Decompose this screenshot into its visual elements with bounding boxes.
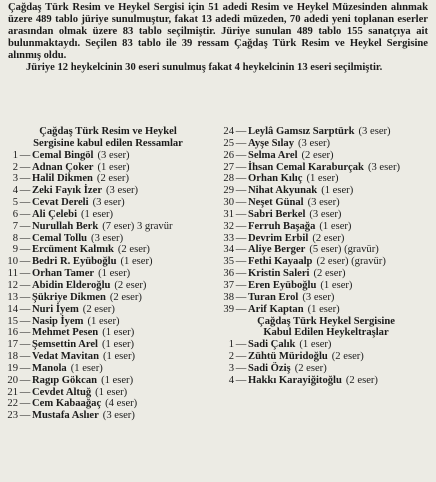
item-number: 17 (7, 339, 18, 351)
item-dash: — (19, 339, 31, 351)
item-number: 1 (12, 149, 18, 161)
artist-name: Ferruh Başağa (248, 220, 316, 232)
work-count: (1 eser) (70, 362, 103, 374)
item-number: 2 (12, 161, 18, 173)
item-number: 27 (223, 161, 234, 173)
item-dash: — (19, 256, 31, 268)
artist-name: Sadi Çalık (248, 339, 296, 351)
item-number: 29 (223, 185, 234, 197)
item-dash: — (19, 327, 31, 339)
item-dash: — (235, 161, 247, 173)
artist-name: Cemal Tollu (32, 232, 88, 244)
work-count: (3 eser) (307, 197, 340, 209)
artist-name: Mustafa Aslıer (32, 410, 99, 422)
work-count: (2 eser) (117, 244, 150, 256)
work-count: (1 eser) (103, 351, 136, 363)
item-number: 22 (7, 398, 18, 410)
work-count: (7 eser) 3 gravür (102, 220, 173, 232)
item-number: 2 (228, 351, 234, 363)
artist-name: Şükriye Dikmen (32, 291, 106, 303)
artist-name: Nihat Akyunak (248, 185, 318, 197)
artist-name: Leylâ Gamsız Sarptürk (248, 126, 355, 137)
artist-name: Selma Arel (248, 149, 298, 161)
item-number: 24 (223, 126, 234, 137)
list-item (4, 387, 212, 399)
intro-paragraph-2: Jüriye 12 heykelcinin 30 eseri sunulmuş fakat 4 heykelcinin 13 eseri seçilmiştir. (26, 62, 383, 74)
item-dash: — (235, 197, 247, 209)
item-dash: — (19, 386, 31, 398)
item-dash: — (19, 173, 31, 185)
artist-name: Fethi Kayaalp (248, 256, 313, 268)
item-number: 6 (12, 208, 18, 220)
work-count: (2 eser) (313, 268, 346, 280)
item-dash: — (19, 398, 31, 410)
artist-name: Mehmet Pesen (32, 327, 99, 339)
item-number: 35 (223, 256, 234, 268)
artist-name: Ali Çelebi (32, 208, 78, 220)
artist-name: Ayşe Sılay (248, 137, 295, 149)
work-count: (1 eser) (306, 173, 339, 185)
artist-name: Turan Erol (248, 291, 299, 303)
work-count: (3 eser) (106, 185, 139, 197)
artist-name: Nurullah Berk (32, 220, 99, 232)
item-number: 4 (12, 185, 18, 197)
work-count: (1 eser) (319, 220, 352, 232)
item-number: 11 (7, 268, 18, 280)
artist-name: Vedat Mavitan (32, 351, 99, 363)
work-count: (1 eser) (97, 161, 130, 173)
list-item (220, 221, 432, 233)
artist-name: Adnan Çoker (32, 161, 94, 173)
item-number: 36 (223, 268, 234, 280)
item-dash: — (235, 362, 247, 374)
item-number: 39 (223, 303, 234, 315)
work-count: (1 eser) (81, 208, 114, 220)
list-item (4, 363, 212, 375)
artist-name: Ragıp Gökcan (32, 374, 98, 386)
artist-name: Aliye Berger (248, 244, 306, 256)
list-item (220, 304, 432, 316)
item-number: 26 (223, 149, 234, 161)
artist-name: Halil Dikmen (32, 173, 93, 185)
item-dash: — (235, 149, 247, 161)
artist-name: Kristin Saleri (248, 268, 310, 280)
item-dash: — (235, 279, 247, 291)
list-item (220, 173, 432, 185)
sculptors-heading: Çağdaş Türk Heykel Sergisine Kabul Edilen Heykeltraşlar (257, 315, 395, 339)
artist-name: Hakkı Karayiğitoğlu (248, 374, 342, 386)
work-count: (3 eser) (91, 232, 124, 244)
item-number: 25 (223, 137, 234, 149)
list-item (220, 197, 432, 209)
work-count: (2 eser) (294, 362, 327, 374)
item-number: 10 (7, 256, 18, 268)
work-count: (2 eser) (96, 173, 129, 185)
item-number: 23 (7, 410, 18, 422)
artist-name: Sadi Öziş (248, 362, 291, 374)
work-count: (2 eser) (gravür) (316, 256, 386, 268)
item-number: 33 (223, 232, 234, 244)
artist-name: Cemal Bingöl (32, 149, 94, 161)
artist-name: Abidin Elderoğlu (32, 279, 111, 291)
artist-name: Manola (32, 362, 67, 374)
list-item (220, 375, 432, 387)
work-count: (3 eser) (358, 126, 391, 137)
item-number: 20 (7, 374, 18, 386)
item-dash: — (19, 362, 31, 374)
work-count: (2 eser) (114, 279, 147, 291)
work-count: (3 eser) (298, 137, 331, 149)
artist-name: Ercüment Kalmık (32, 244, 114, 256)
list-item (4, 268, 212, 280)
item-number: 18 (7, 351, 18, 363)
list-item (220, 256, 432, 268)
item-dash: — (19, 220, 31, 232)
item-number: 13 (7, 291, 18, 303)
item-number: 14 (7, 303, 18, 315)
item-number: 28 (223, 173, 234, 185)
artist-name: Eren Eyüboğlu (248, 279, 317, 291)
list-item (4, 351, 212, 363)
item-number: 19 (7, 362, 18, 374)
list-item (4, 173, 212, 185)
item-dash: — (19, 291, 31, 303)
item-number: 37 (223, 279, 234, 291)
work-count: (3 eser) (97, 149, 130, 161)
work-count: (5 eser) (gravür) (309, 244, 379, 256)
artist-name: Devrim Erbil (248, 232, 309, 244)
item-dash: — (235, 291, 247, 303)
intro-paragraph-1: Çağdaş Türk Resim ve Heykel Sergisi için 51 adedi Resim ve Heykel Müzesinden alınmak üzere 489 tablo jüriye sunulmuştur, fakat 13 adedi müzeden, 70 adedi yeni toplanan eserler arasından olmak üzere 83 tablo seçilmiştir. Jüriye sunulan 489 tablo 155 sanatçıya ait bulunmaktaydı. Seçilen 83 tablo ile 39 ressam Çağdaş Türk Resim ve Heykel Sergisine alınmış oldu. (8, 2, 428, 62)
item-number: 21 (7, 386, 18, 398)
item-dash: — (235, 374, 247, 386)
list-item (4, 256, 212, 268)
painters-heading: Çağdaş Türk Resim ve Heykel Sergisine kabul edilen Ressamlar (33, 126, 183, 149)
item-number: 8 (12, 232, 18, 244)
work-count: (2 eser) (331, 351, 364, 363)
work-count: (1 eser) (87, 315, 120, 327)
list-item (4, 316, 212, 328)
item-number: 7 (12, 220, 18, 232)
sculptors-list (220, 339, 432, 386)
item-dash: — (19, 197, 31, 209)
item-number: 30 (223, 197, 234, 209)
list-item (220, 185, 432, 197)
artist-name: Bedri R. Eyüboğlu (32, 256, 117, 268)
artist-name: Zeki Fayık İzer (32, 185, 103, 197)
item-dash: — (19, 208, 31, 220)
artist-name: İhsan Cemal Karaburçak (248, 161, 364, 173)
item-dash: — (235, 185, 247, 197)
artist-name: Cem Kabaağaç (32, 398, 102, 410)
list-item (220, 150, 432, 162)
item-dash: — (19, 410, 31, 422)
work-count: (3 eser) (92, 197, 125, 209)
artist-name: Cevdet Altuğ (32, 386, 92, 398)
list-item (220, 162, 432, 174)
item-dash: — (235, 339, 247, 351)
item-number: 12 (7, 279, 18, 291)
list-item (220, 209, 432, 221)
intro-text (8, 2, 428, 75)
painters-column-right (220, 126, 432, 387)
item-number: 16 (7, 327, 18, 339)
item-dash: — (235, 303, 247, 315)
list-item (4, 185, 212, 197)
artist-name: Şemsettin Arel (32, 339, 99, 351)
work-count: (3 eser) (309, 208, 342, 220)
item-dash: — (19, 279, 31, 291)
work-count: (2 eser) (82, 303, 115, 315)
item-number: 1 (228, 339, 234, 351)
work-count: (1 eser) (307, 303, 340, 315)
list-item (4, 410, 212, 422)
work-count: (1 eser) (98, 268, 131, 280)
item-number: 3 (228, 362, 234, 374)
item-dash: — (19, 244, 31, 256)
item-dash: — (235, 268, 247, 280)
item-number: 9 (12, 244, 18, 256)
item-dash: — (235, 126, 247, 137)
work-count: (1 eser) (95, 386, 128, 398)
item-dash: — (235, 173, 247, 185)
list-item (220, 268, 432, 280)
item-dash: — (19, 149, 31, 161)
list-item (220, 244, 432, 256)
list-item (4, 398, 212, 410)
work-count: (1 eser) (299, 339, 332, 351)
list-item (220, 339, 432, 351)
item-dash: — (235, 351, 247, 363)
item-number: 32 (223, 220, 234, 232)
item-dash: — (19, 315, 31, 327)
list-item (220, 292, 432, 304)
artist-name: Orhan Tamer (32, 268, 95, 280)
list-item (220, 138, 432, 150)
list-item (4, 209, 212, 221)
work-count: (1 eser) (102, 327, 135, 339)
list-item (4, 197, 212, 209)
list-item (4, 304, 212, 316)
item-number: 31 (223, 208, 234, 220)
list-item (220, 363, 432, 375)
item-dash: — (19, 374, 31, 386)
list-item (4, 327, 212, 339)
list-item (4, 339, 212, 351)
item-dash: — (19, 232, 31, 244)
artist-name: Orhan Kılıç (248, 173, 303, 185)
work-count: (1 eser) (102, 339, 135, 351)
work-count: (1 eser) (321, 185, 354, 197)
item-dash: — (235, 244, 247, 256)
artist-name: Nuri İyem (32, 303, 79, 315)
work-count: (4 eser) (105, 398, 138, 410)
item-number: 4 (228, 374, 234, 386)
list-item (4, 244, 212, 256)
list-item (4, 233, 212, 245)
item-number: 15 (7, 315, 18, 327)
list-item (4, 221, 212, 233)
work-count: (1 eser) (101, 374, 134, 386)
work-count: (3 eser) (102, 410, 135, 422)
painters-list-left (4, 150, 212, 422)
list-item (4, 292, 212, 304)
artist-name: Neşet Günal (248, 197, 304, 209)
list-item (4, 280, 212, 292)
item-dash: — (235, 256, 247, 268)
artist-name: Zühtü Müridoğlu (248, 351, 328, 363)
artist-name: Sabri Berkel (248, 208, 306, 220)
list-item (220, 233, 432, 245)
item-number: 3 (12, 173, 18, 185)
artist-name: Arif Kaptan (248, 303, 304, 315)
item-number: 38 (223, 291, 234, 303)
item-dash: — (19, 161, 31, 173)
list-item (220, 280, 432, 292)
item-dash: — (235, 137, 247, 149)
painters-column-left (4, 126, 212, 422)
list-item (220, 126, 432, 138)
item-dash: — (235, 220, 247, 232)
list-item (4, 150, 212, 162)
work-count: (1 eser) (120, 256, 153, 268)
item-dash: — (19, 185, 31, 197)
item-dash: — (19, 303, 31, 315)
artist-name: Cevat Dereli (32, 197, 89, 209)
item-dash: — (235, 208, 247, 220)
item-number: 5 (12, 197, 18, 209)
work-count: (1 eser) (320, 279, 353, 291)
work-count: (2 eser) (109, 291, 142, 303)
item-number: 34 (223, 244, 234, 256)
list-item (4, 375, 212, 387)
work-count: (3 eser) (367, 161, 401, 173)
item-dash: — (235, 232, 247, 244)
work-count: (2 eser) (345, 374, 378, 386)
artist-name: Nasip İyem (32, 315, 84, 327)
list-item (4, 162, 212, 174)
item-dash: — (19, 351, 31, 363)
list-item (220, 351, 432, 363)
painters-list-right (220, 126, 432, 316)
work-count: (2 eser) (301, 149, 334, 161)
work-count: (3 eser) (302, 291, 335, 303)
item-dash: — (19, 268, 31, 280)
work-count: (2 eser) (312, 232, 345, 244)
